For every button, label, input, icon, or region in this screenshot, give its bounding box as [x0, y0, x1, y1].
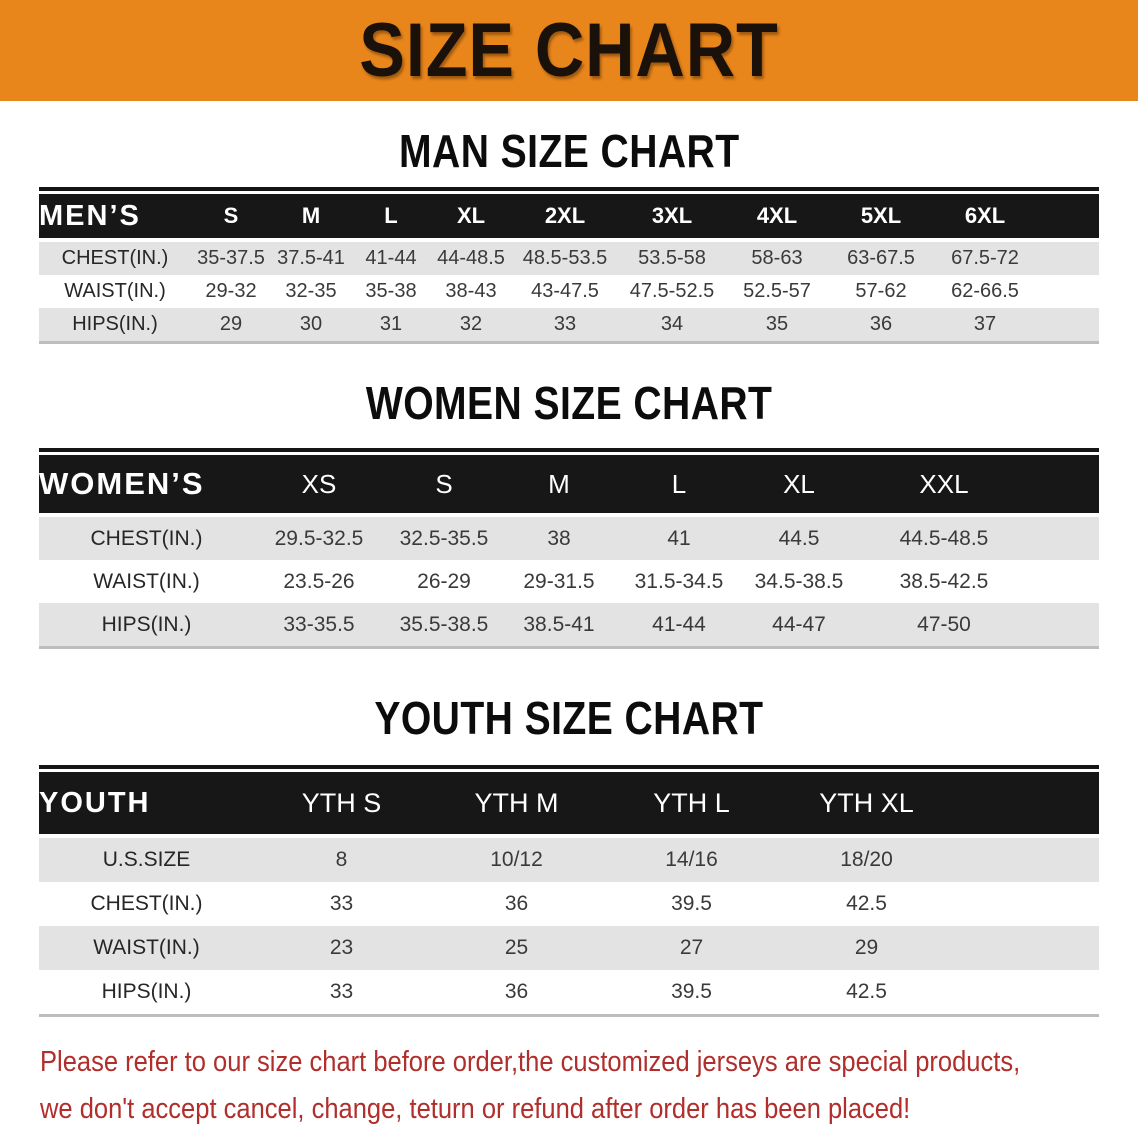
men-hips-row	[39, 308, 1099, 341]
size-value-cell: 8	[335, 848, 348, 871]
size-col-header: YTH S	[254, 772, 429, 838]
size-value-cell: 48.5-53.5	[522, 247, 608, 269]
size-value-cell: 31.5-34.5	[634, 569, 724, 593]
disclaimer-note	[40, 1039, 1138, 1132]
women-waist-row	[39, 560, 1099, 603]
men-section-title-text: MAN SIZE CHART	[398, 125, 740, 177]
youth-size-table	[39, 765, 1099, 1017]
size-value-cell: 29	[854, 936, 879, 959]
size-value-cell: 39.5	[671, 980, 712, 1003]
row-label: CHEST(IN.)	[90, 892, 203, 915]
size-value-cell: 36	[504, 980, 529, 1003]
size-value-cell: 44.5-48.5	[899, 526, 989, 550]
size-value-cell: 57-62	[855, 280, 907, 302]
men-size-table	[39, 187, 1099, 344]
size-col-header: 3XL	[619, 194, 725, 242]
youth-hips-row	[39, 970, 1099, 1014]
size-value-cell: 58-63	[751, 247, 803, 269]
size-value-cell: 34	[660, 313, 684, 335]
women-table-label: WOMEN’S	[39, 455, 254, 517]
size-value-cell: 10/12	[490, 848, 543, 871]
size-value-cell: 32.5-35.5	[399, 526, 489, 550]
women-hips-row	[39, 603, 1099, 646]
size-value-cell: 35.5-38.5	[399, 612, 489, 636]
size-value-cell: 30	[299, 313, 323, 335]
size-value-cell: 32-35	[285, 280, 337, 302]
size-col-header: 6XL	[933, 194, 1037, 242]
youth-table-label: YOUTH	[39, 772, 254, 838]
size-value-cell: 44.5	[778, 526, 820, 550]
row-filler	[954, 970, 1099, 1014]
size-value-cell: 42.5	[846, 892, 887, 915]
size-col-header: L	[614, 455, 744, 517]
size-value-cell: 23	[329, 936, 354, 959]
size-value-cell: 67.5-72	[951, 247, 1019, 269]
size-col-header: YTH L	[604, 772, 779, 838]
size-col-header: XXL	[854, 455, 1034, 517]
row-filler	[1034, 603, 1099, 646]
size-value-cell: 36	[869, 313, 893, 335]
size-value-cell: 29	[219, 313, 243, 335]
row-label: HIPS(IN.)	[101, 980, 192, 1003]
size-value-cell: 38	[547, 526, 571, 550]
size-col-header: 2XL	[511, 194, 619, 242]
size-value-cell: 38.5-41	[523, 612, 595, 636]
size-value-cell: 33	[329, 892, 354, 915]
youth-section-title-text: YOUTH SIZE CHART	[374, 692, 764, 744]
row-label: HIPS(IN.)	[72, 313, 158, 335]
size-value-cell: 38-43	[445, 280, 497, 302]
row-label: U.S.SIZE	[102, 848, 191, 871]
row-filler	[954, 926, 1099, 970]
youth-waist-row	[39, 926, 1099, 970]
men-chest-row	[39, 242, 1099, 275]
size-value-cell: 23.5-26	[283, 569, 355, 593]
size-value-cell: 44-47	[772, 612, 826, 636]
size-value-cell: 47-50	[917, 612, 971, 636]
size-value-cell: 35-37.5	[197, 247, 265, 269]
row-filler	[1034, 560, 1099, 603]
size-value-cell: 43-47.5	[531, 280, 599, 302]
size-chart-banner	[0, 0, 1138, 101]
size-value-cell: 35	[765, 313, 789, 335]
row-filler	[954, 882, 1099, 926]
size-value-cell: 26-29	[417, 569, 471, 593]
size-value-cell: 41	[667, 526, 691, 550]
size-value-cell: 29-31.5	[523, 569, 595, 593]
header-filler	[1037, 194, 1099, 242]
men-table-header-row	[39, 194, 1099, 242]
men-section-title	[0, 125, 1138, 177]
size-value-cell: 37.5-41	[277, 247, 345, 269]
disclaimer-line-2: we don't accept cancel, change, teturn or refund after order has been placed!	[40, 1093, 911, 1125]
size-value-cell: 34.5-38.5	[754, 569, 844, 593]
size-col-header: XL	[431, 194, 511, 242]
men-waist-row	[39, 275, 1099, 308]
row-label: WAIST(IN.)	[64, 280, 166, 302]
women-section-title	[0, 377, 1138, 429]
size-value-cell: 29-32	[205, 280, 257, 302]
row-label: WAIST(IN.)	[93, 569, 200, 593]
youth-section-title	[0, 692, 1138, 744]
header-filler	[1034, 455, 1099, 517]
size-value-cell: 42.5	[846, 980, 887, 1003]
size-value-cell: 27	[679, 936, 704, 959]
size-value-cell: 32	[459, 313, 483, 335]
size-value-cell: 63-67.5	[847, 247, 915, 269]
size-value-cell: 36	[504, 892, 529, 915]
size-col-header: XS	[254, 455, 384, 517]
size-col-header: L	[351, 194, 431, 242]
size-value-cell: 47.5-52.5	[629, 280, 715, 302]
size-col-header: M	[271, 194, 351, 242]
row-filler	[1037, 242, 1099, 275]
size-value-cell: 33	[553, 313, 577, 335]
size-value-cell: 31	[379, 313, 403, 335]
size-col-header: S	[191, 194, 271, 242]
size-value-cell: 29.5-32.5	[274, 526, 364, 550]
row-filler	[1037, 275, 1099, 308]
size-value-cell: 35-38	[365, 280, 417, 302]
size-value-cell: 38.5-42.5	[899, 569, 989, 593]
women-section-title-text: WOMEN SIZE CHART	[365, 377, 773, 429]
women-size-table	[39, 448, 1099, 649]
row-filler	[954, 838, 1099, 882]
size-col-header: XL	[744, 455, 854, 517]
row-label: WAIST(IN.)	[93, 936, 200, 959]
youth-table-header-row	[39, 772, 1099, 838]
size-value-cell: 33	[329, 980, 354, 1003]
women-chest-row	[39, 517, 1099, 560]
size-col-header: 5XL	[829, 194, 933, 242]
size-value-cell: 18/20	[840, 848, 893, 871]
size-value-cell: 62-66.5	[951, 280, 1019, 302]
youth-chest-row	[39, 882, 1099, 926]
size-value-cell: 39.5	[671, 892, 712, 915]
size-value-cell: 41-44	[652, 612, 706, 636]
size-value-cell: 52.5-57	[743, 280, 811, 302]
size-value-cell: 37	[973, 313, 997, 335]
youth-ussize-row	[39, 838, 1099, 882]
size-value-cell: 33-35.5	[283, 612, 355, 636]
disclaimer-line-1: Please refer to our size chart before order,the customized jerseys are special products,	[40, 1046, 1021, 1078]
size-col-header: M	[504, 455, 614, 517]
size-col-header: 4XL	[725, 194, 829, 242]
size-col-header: S	[384, 455, 504, 517]
header-filler	[954, 772, 1099, 838]
row-label: HIPS(IN.)	[101, 612, 192, 636]
size-col-header: YTH XL	[779, 772, 954, 838]
size-value-cell: 53.5-58	[638, 247, 706, 269]
row-label: CHEST(IN.)	[90, 526, 203, 550]
row-label: CHEST(IN.)	[61, 247, 169, 269]
row-filler	[1037, 308, 1099, 341]
men-table-label: MEN’S	[39, 194, 191, 242]
banner-title: SIZE CHART	[359, 7, 779, 93]
size-value-cell: 44-48.5	[437, 247, 505, 269]
row-filler	[1034, 517, 1099, 560]
size-col-header: YTH M	[429, 772, 604, 838]
size-value-cell: 41-44	[365, 247, 417, 269]
size-value-cell: 25	[504, 936, 529, 959]
size-value-cell: 14/16	[665, 848, 718, 871]
women-table-header-row	[39, 455, 1099, 517]
